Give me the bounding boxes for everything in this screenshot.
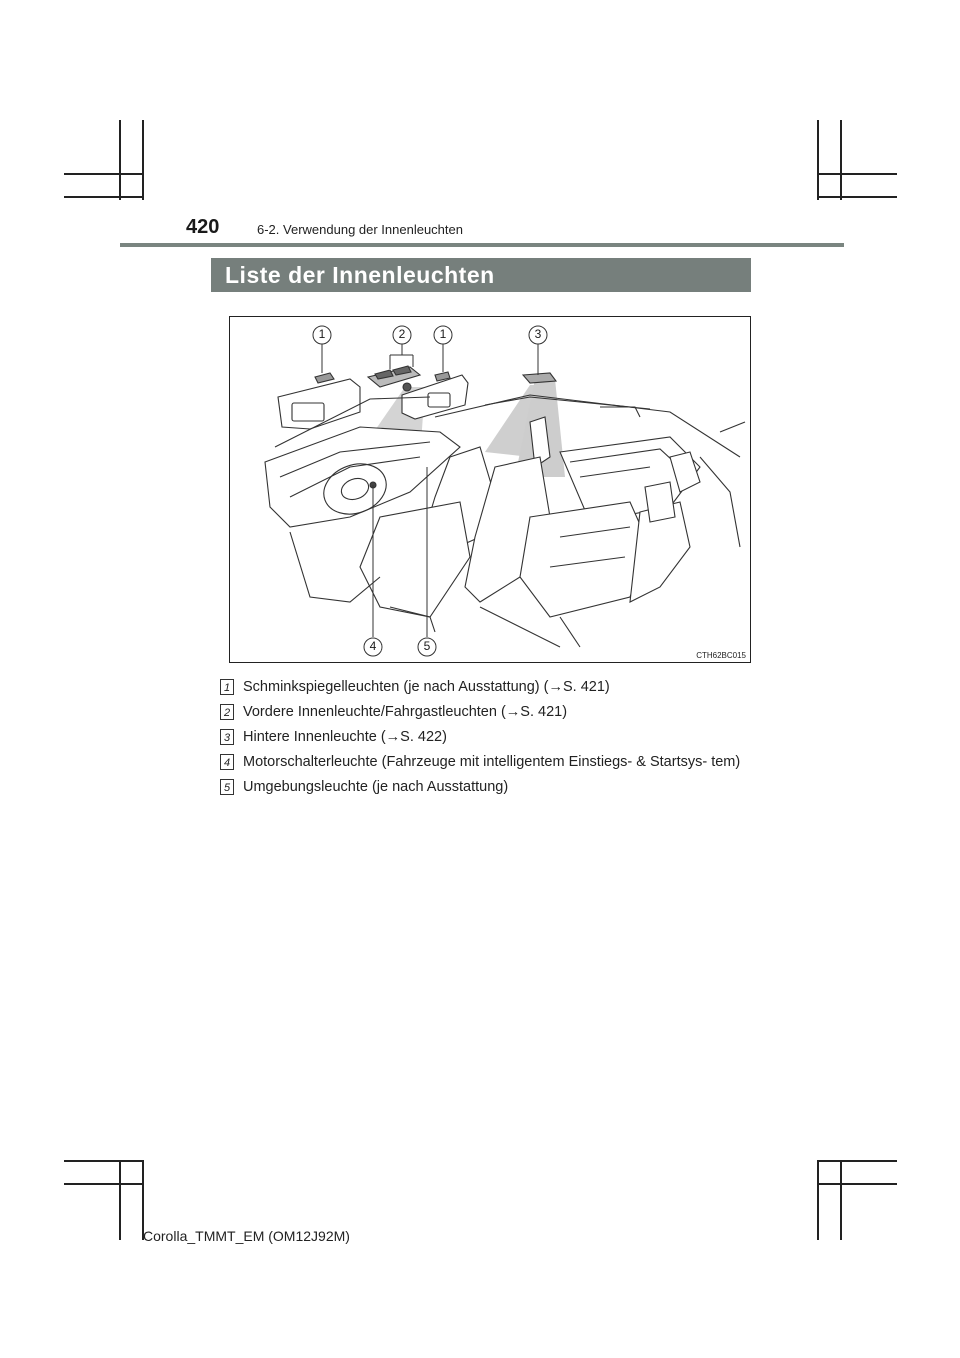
legend-number: 5 [220, 779, 234, 795]
legend-number: 3 [220, 729, 234, 745]
legend-text: Vordere Innenleuchte/Fahrgastleuchten (→S. 421) [243, 704, 568, 720]
crop-mark [840, 1160, 842, 1240]
interior-lights-illustration [229, 316, 751, 663]
callout-label: 3 [534, 327, 542, 341]
crop-mark [817, 1160, 897, 1162]
crop-mark [64, 1160, 144, 1162]
callout-label: 2 [398, 327, 406, 341]
crop-mark [64, 173, 144, 175]
crop-mark [119, 120, 121, 200]
crop-mark [817, 1160, 819, 1240]
list-item [220, 751, 752, 774]
callout-label: 1 [318, 327, 326, 341]
crop-mark [64, 196, 144, 198]
crop-mark [817, 120, 819, 200]
legend-text: Schminkspiegelleuchten (je nach Ausstattung) (→S. 421) [243, 679, 610, 695]
callout-label: 1 [439, 327, 447, 341]
document-footer: Corolla_TMMT_EM (OM12J92M) [143, 1228, 350, 1244]
legend-text: Motorschalterleuchte (Fahrzeuge mit intelligentem Einstiegs- & Startsys- tem) [243, 754, 741, 770]
header-divider [120, 243, 844, 247]
crop-mark [817, 1183, 897, 1185]
section-reference: 6-2. Verwendung der Innenleuchten [257, 222, 463, 237]
car-interior-drawing [230, 317, 751, 663]
list-item [220, 776, 752, 799]
crop-mark [142, 120, 144, 200]
callout-label: 5 [423, 639, 431, 653]
legend-number: 1 [220, 679, 234, 695]
crop-mark [817, 173, 897, 175]
crop-mark [64, 1183, 144, 1185]
list-item [220, 676, 752, 699]
crop-mark [119, 1160, 121, 1240]
legend-text: Umgebungsleuchte (je nach Ausstattung) [243, 779, 509, 795]
legend-list [220, 676, 752, 801]
crop-mark [840, 120, 842, 200]
legend-number: 4 [220, 754, 234, 770]
list-item [220, 726, 752, 749]
crop-mark [817, 196, 897, 198]
callout-label: 4 [369, 639, 377, 653]
list-item [220, 701, 752, 724]
legend-text: Hintere Innenleuchte (→S. 422) [243, 729, 447, 745]
section-title: Liste der Innenleuchten [211, 258, 751, 292]
legend-number: 2 [220, 704, 234, 720]
figure-code: CTH62BC015 [696, 651, 746, 660]
page-number: 420 [186, 216, 220, 238]
